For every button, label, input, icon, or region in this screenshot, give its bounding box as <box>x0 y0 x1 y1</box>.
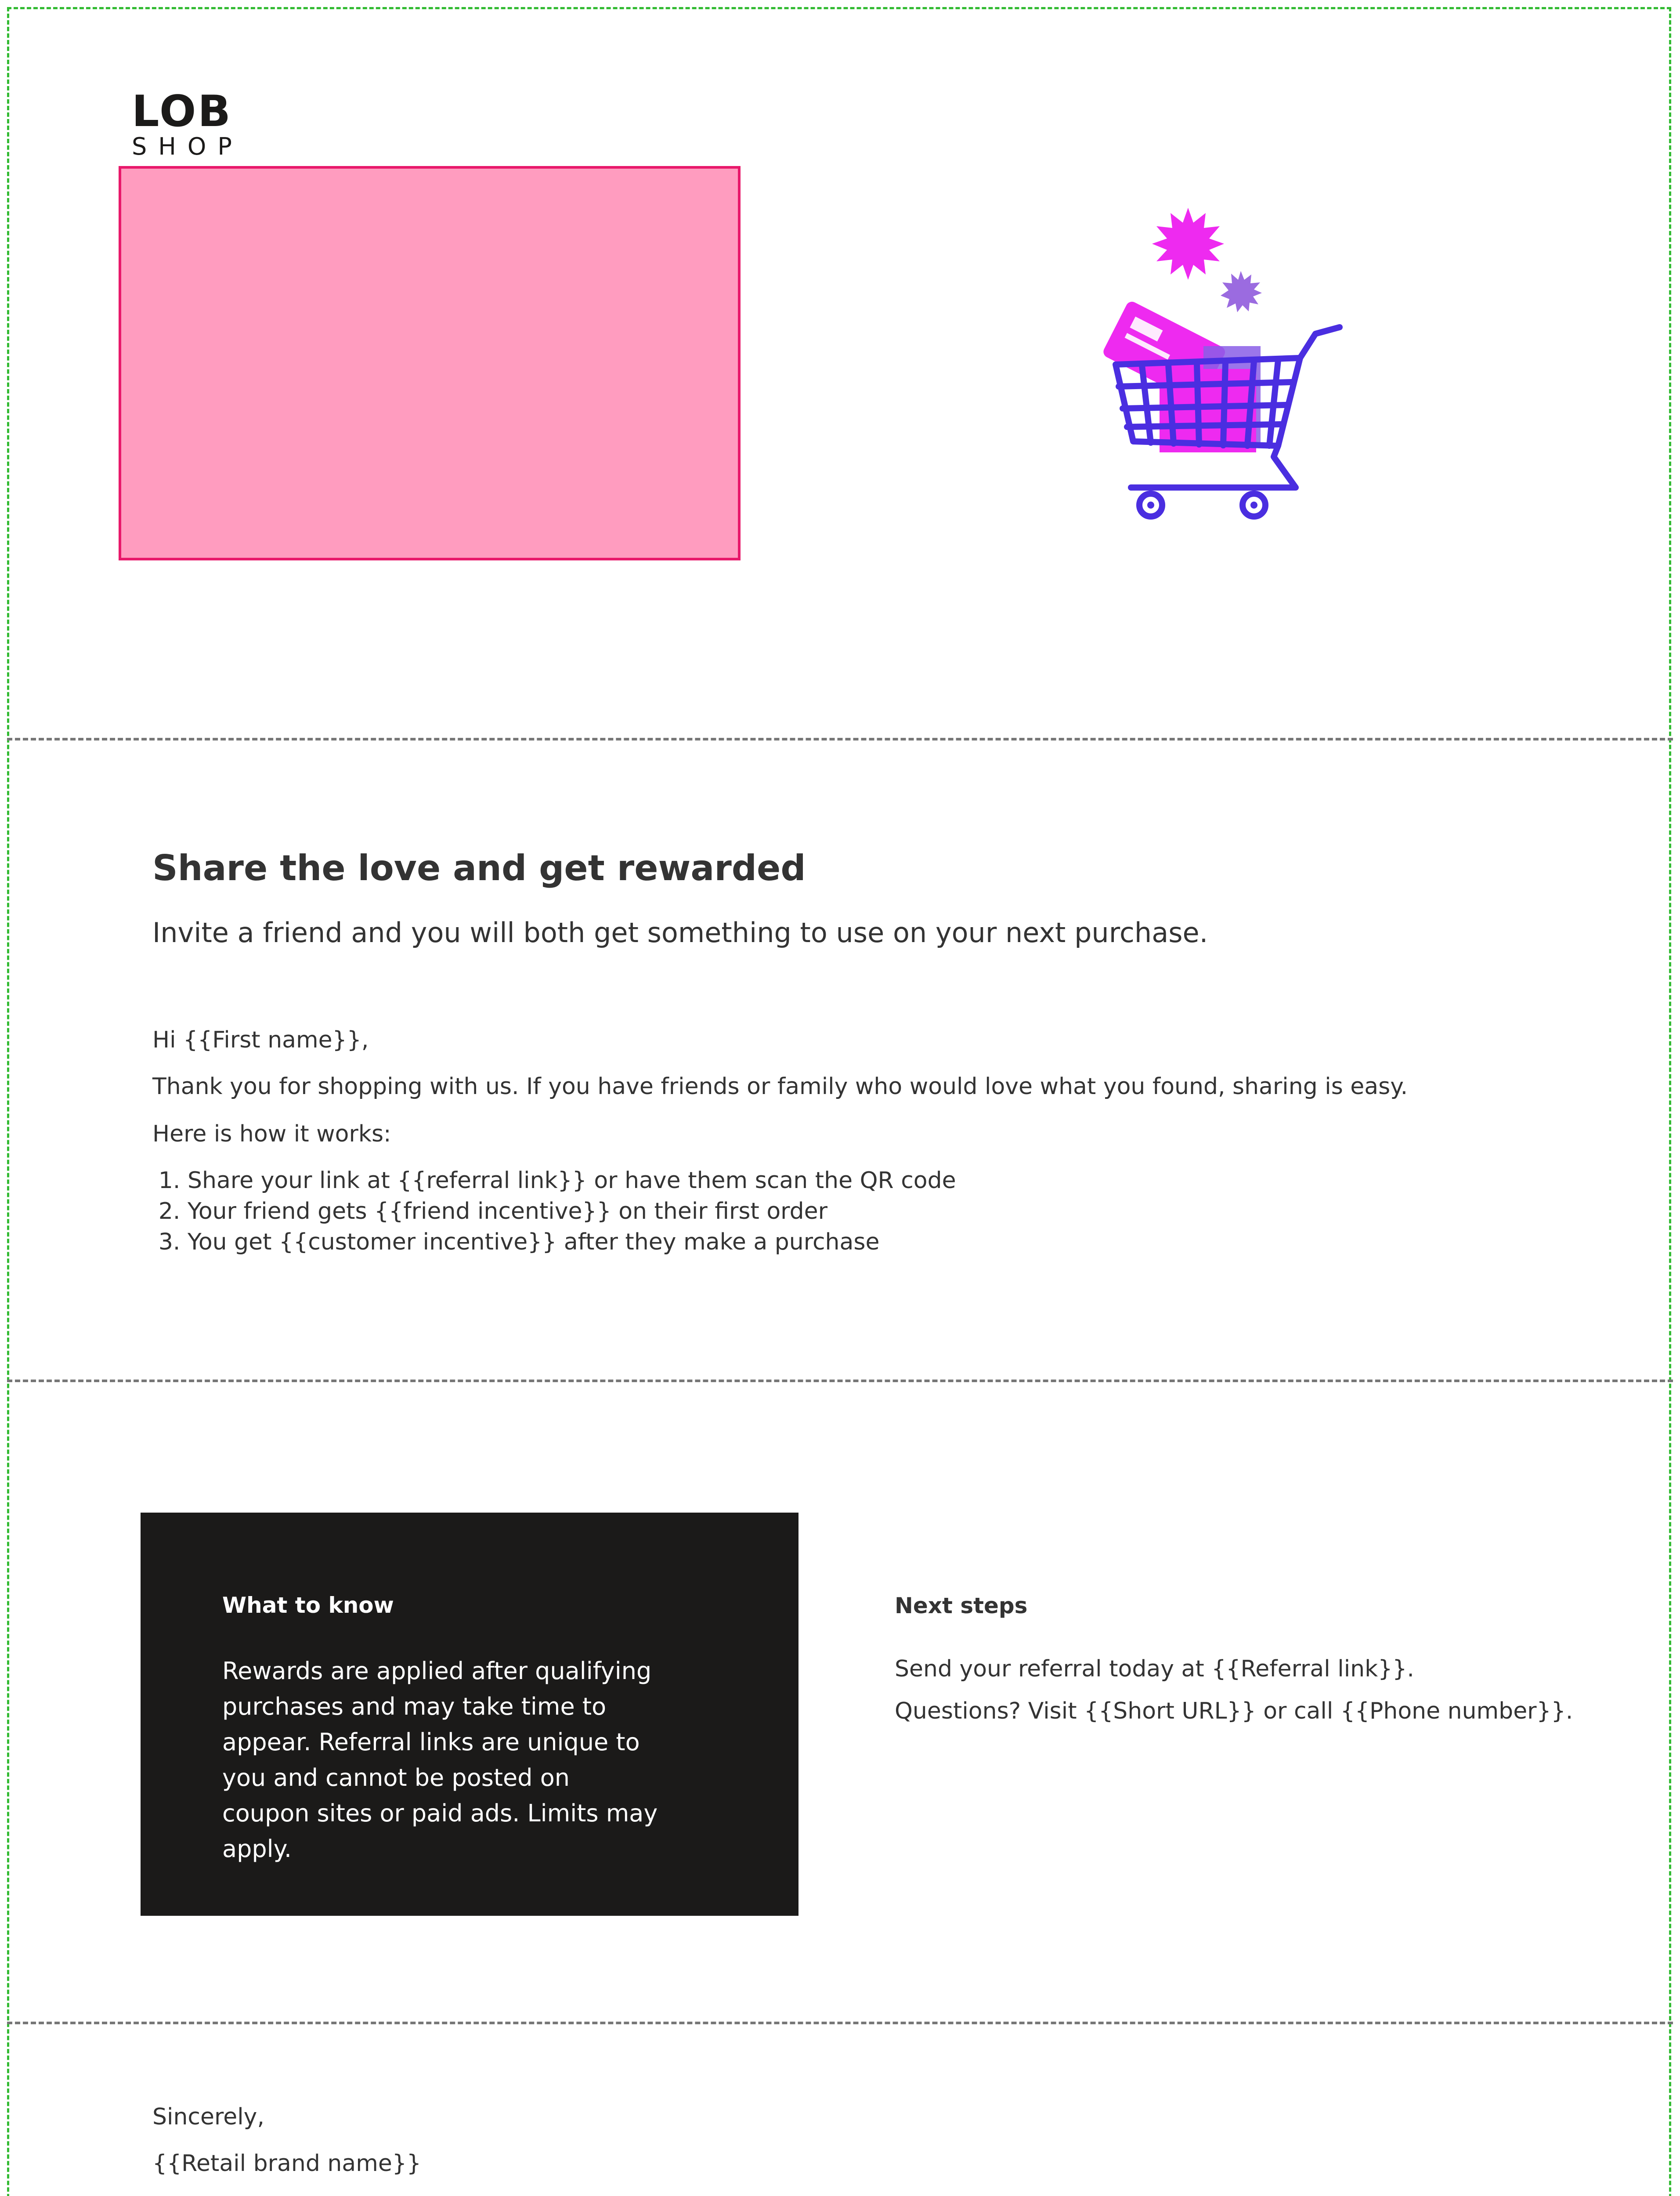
small-starburst-icon <box>1221 271 1262 312</box>
shopping-cart-illustration <box>1072 202 1353 527</box>
page-title: Share the love and get rewarded <box>152 848 806 889</box>
list-item: 1. Share your link at {{referral link}} or have them scan the QR code <box>188 1165 1154 1196</box>
steps-list <box>152 1165 1154 1257</box>
letter-how-it-works: Here is how it works: <box>152 1121 391 1147</box>
next-steps-line-1: Send your referral today at {{Referral link}}. <box>895 1656 1414 1682</box>
image-placeholder <box>119 166 741 560</box>
cart-wheel-icon <box>1139 494 1265 516</box>
what-to-know-text: Rewards are applied after qualifying purchases and may take time to appear. Referral links are unique to you and cannot be posted on coupon sites or paid ads. Limits may apply. <box>222 1657 658 1863</box>
next-steps-line-2: Questions? Visit {{Short URL}} or call {{Phone number}}. <box>895 1698 1573 1724</box>
signoff: Sincerely, <box>152 2104 264 2130</box>
fold-line-3 <box>7 2022 1673 2024</box>
letter-paragraph: Thank you for shopping with us. If you have friends or family who would love what you found, sharing is easy. <box>152 1073 1408 1100</box>
letter-greeting: Hi {{First name}}, <box>152 1027 369 1053</box>
list-item: 2. Your friend gets {{friend incentive}} on their first order <box>188 1196 1154 1227</box>
next-steps-title: Next steps <box>895 1593 1028 1618</box>
logo-subtitle: SHOP <box>132 133 243 160</box>
brand-logo-top <box>132 87 243 160</box>
fold-line-1 <box>7 738 1673 740</box>
starburst-icon <box>1152 208 1224 280</box>
page-subtitle: Invite a friend and you will both get something to use on your next purchase. <box>152 917 1208 949</box>
fold-line-2 <box>7 1380 1673 1382</box>
brand-name-signature: {{Retail brand name}} <box>152 2150 422 2177</box>
what-to-know-title: What to know <box>222 1593 394 1618</box>
list-item: 3. You get {{customer incentive}} after they make a purchase <box>188 1227 1154 1257</box>
logo-wordmark: LOB <box>132 87 232 137</box>
what-to-know-panel <box>141 1513 798 1916</box>
